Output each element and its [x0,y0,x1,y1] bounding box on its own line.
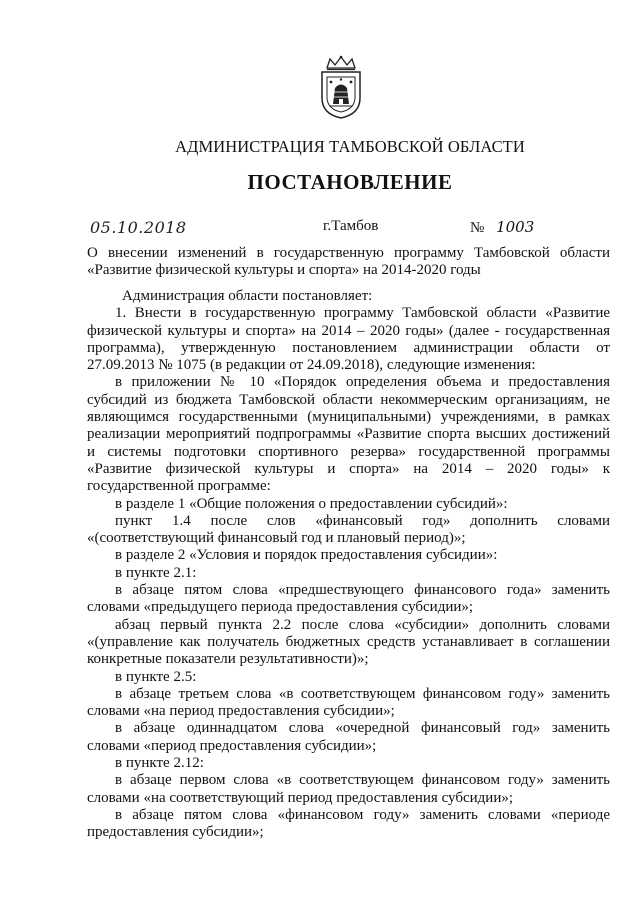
document-subject: О внесении изменений в государственную программу Тамбовской области «Развитие физической культуры и спорта» на 2014-2020 годы [87,245,610,278]
organization-name: АДМИНИСТРАЦИЯ ТАМБОВСКОЙ ОБЛАСТИ [175,137,525,156]
paragraph: пункт 1.4 после слов «финансовый год» дополнить словами «(соответствующий финансовый год и плановый период)»; [87,512,610,547]
number-value: 1003 [496,218,535,236]
document-body [87,288,610,842]
coat-of-arms-icon [318,54,364,120]
paragraph: в абзаце первом слова «в соответствующем финансовом году» заменить словами «на соответствующий период предоставления субсидии»; [87,772,610,806]
document-number [470,218,534,237]
paragraph: в пункте 2.5: [115,668,197,685]
number-label: № [470,220,485,236]
document-date: 05.10.2018 [90,218,187,237]
paragraph: абзац первый пункта 2.2 после слова «субсидии» дополнить словами «(управление как получатель бюджетных средств устанавливает в соглашении конкретные показатели результативности)»; [87,616,610,668]
paragraph: в абзаце третьем слова «в соответствующем финансовом году» заменить словами «на период предоставления субсидии»; [87,685,610,720]
paragraph: в абзаце пятом слова «предшествующего финансового года» заменить словами «предыдущего периода предоставления субсидии»; [87,582,610,616]
paragraph: в приложении № 10 «Порядок определения объема и предоставления субсидий из бюджета Тамбовской области некоммерческим организациям, не являющимся государственными (муниципальными) учреждениями, в рамках реализации мероприятий подпрограммы «Развитие спорта высших достижений и системы подготовки спортивного резерва» государственной программы «Развитие физической культуры и спорта» на 2014 – 2020 годы» к государственной программе: [87,374,610,495]
paragraph: в разделе 2 «Условия и порядок предоставления субсидии»: [115,547,498,564]
paragraph: в абзаце пятом слова «финансовом году» заменить словами «периоде предоставления субсидии»; [87,806,610,841]
paragraph: в абзаце одиннадцатом слова «очередной финансовый год» заменить словами «период предоставления субсидии»; [87,720,610,754]
paragraph: в пункте 2.1: [115,564,197,581]
paragraph: 1. Внести в государственную программу Тамбовской области «Развитие физической культуры и спорта» на 2014 – 2020 годы» (далее - государственная программа), утвержденную постановлением администрации области от 27.09.2013 № 1075 (в редакции от 24.09.2018), следующие изменения: [87,305,610,374]
paragraph: в пункте 2.12: [115,755,204,772]
document-type-title: ПОСТАНОВЛЕНИЕ [247,170,453,194]
paragraph: в разделе 1 «Общие положения о предоставлении субсидий»: [115,495,508,512]
document-city: г.Тамбов [323,218,379,234]
paragraph: Администрация области постановляет: [122,288,373,304]
